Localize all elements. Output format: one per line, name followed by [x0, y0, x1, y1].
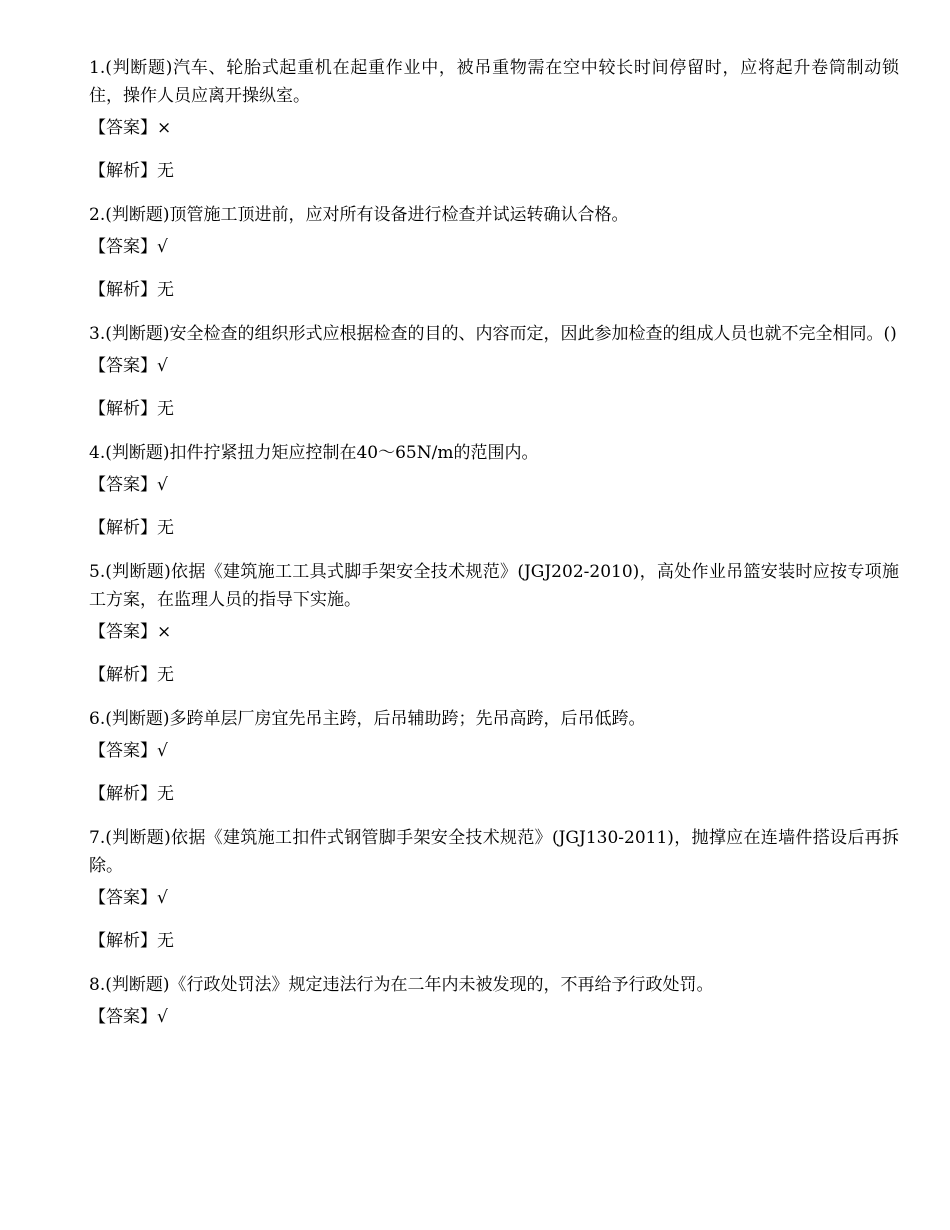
- question-item-4: [89, 439, 899, 542]
- answer-line: 【答案】×: [89, 118, 172, 138]
- question-text: 8.(判断题)《行政处罚法》规定违法行为在二年内未被发现的，不再给予行政处罚。: [89, 975, 714, 995]
- answer-line: 【答案】√: [89, 475, 168, 495]
- question-item-7: [89, 824, 899, 955]
- question-text: 2.(判断题)顶管施工顶进前，应对所有设备进行检查并试运转确认合格。: [89, 205, 629, 225]
- question-item-5: [89, 558, 899, 689]
- answer-line: 【答案】√: [89, 356, 168, 376]
- question-text: 1.(判断题)汽车、轮胎式起重机在起重作业中，被吊重物需在空中较长时间停留时，应将起升卷筒制动锁住，操作人员应离开操纵室。: [89, 58, 899, 106]
- answer-line: 【答案】√: [89, 741, 168, 761]
- analysis-line: 【解析】无: [89, 399, 174, 419]
- analysis-line: 【解析】无: [89, 931, 174, 951]
- analysis-line: 【解析】无: [89, 518, 174, 538]
- question-item-6: [89, 705, 899, 808]
- analysis-line: 【解析】无: [89, 665, 174, 685]
- question-text: 4.(判断题)扣件拧紧扭力矩应控制在40～65N/m的范围内。: [89, 443, 539, 463]
- question-text: 6.(判断题)多跨单层厂房宜先吊主跨，后吊辅助跨；先吊高跨，后吊低跨。: [89, 709, 646, 729]
- answer-line: 【答案】√: [89, 888, 168, 908]
- answer-line: 【答案】√: [89, 237, 168, 257]
- analysis-line: 【解析】无: [89, 784, 174, 804]
- question-text: 3.(判断题)安全检查的组织形式应根据检查的目的、内容而定，因此参加检查的组成人员也就不完全相同。(): [89, 324, 897, 344]
- answer-line: 【答案】√: [89, 1007, 168, 1027]
- answer-line: 【答案】×: [89, 622, 172, 642]
- question-item-1: [89, 54, 899, 185]
- question-text: 7.(判断题)依据《建筑施工扣件式钢管脚手架安全技术规范》(JGJ130-2011)，抛撑应在连墙件搭设后再拆除。: [89, 828, 899, 876]
- question-item-8: [89, 971, 899, 1031]
- analysis-line: 【解析】无: [89, 280, 174, 300]
- question-item-2: [89, 201, 899, 304]
- document-page: [89, 54, 899, 1031]
- question-item-3: [89, 320, 899, 423]
- analysis-line: 【解析】无: [89, 161, 174, 181]
- question-text: 5.(判断题)依据《建筑施工工具式脚手架安全技术规范》(JGJ202-2010)，高处作业吊篮安装时应按专项施工方案，在监理人员的指导下实施。: [89, 562, 899, 610]
